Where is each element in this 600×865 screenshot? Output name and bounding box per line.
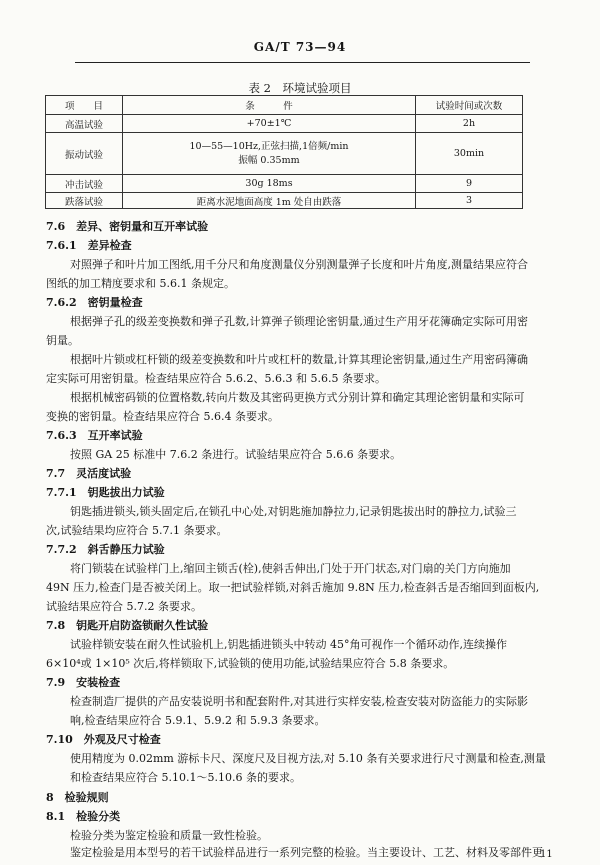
section-heading: 7.7 灵活度试验 <box>46 467 132 480</box>
section-heading: 8 检验规则 <box>46 791 109 804</box>
column-header: 项 目 <box>46 96 123 115</box>
table-cell: 振动试验 <box>46 133 123 175</box>
paragraph-line: 鉴定检验是用本型号的若干试验样品进行一系列完整的检验。当主要设计、工艺、材料及零部件更 <box>70 846 543 859</box>
page-number: 11 <box>540 849 553 860</box>
paragraph-line: 图纸的加工精度要求和 5.6.1 条规定。 <box>46 277 235 290</box>
condition-line: 振幅 0.35mm <box>238 154 300 166</box>
header-divider <box>75 62 530 63</box>
section-heading: 7.10 外观及尺寸检查 <box>46 733 161 746</box>
table-cell: 跌落试验 <box>46 193 123 209</box>
paragraph-line: 按照 GA 25 标准中 7.6.2 条进行。试验结果应符合 5.6.6 条要求。 <box>70 448 402 461</box>
paragraph-line: 检查制造厂提供的产品安装说明书和配套附件,对其进行实样安装,检查安装对防盗能力的实际影 <box>70 695 528 708</box>
paragraph-line: 根据叶片锁或杠杆锁的级差变换数和叶片或杠杆的数量,计算其理论密钥量,通过生产用密码簿确 <box>70 353 528 366</box>
column-header: 条 件 <box>123 96 416 115</box>
paragraph-line: 钥量。 <box>46 334 79 347</box>
table-row <box>46 115 523 133</box>
table-cell: +70±1℃ <box>123 115 416 133</box>
table-cell: 30min <box>416 133 523 175</box>
table-cell: 距离水泥地面高度 1m 处自由跌落 <box>123 193 416 209</box>
environment-test-table <box>45 95 523 209</box>
paragraph-line: 变换的密钥量。检查结果应符合 5.6.4 条要求。 <box>46 410 279 423</box>
table-cell: 9 <box>416 175 523 193</box>
table-cell: 冲击试验 <box>46 175 123 193</box>
section-heading: 7.7.1 钥匙拔出力试验 <box>46 486 165 499</box>
table-cell: 30g 18ms <box>123 175 416 193</box>
paragraph-line: 和检查结果应符合 5.10.1～5.10.6 条的要求。 <box>70 771 301 784</box>
table-header-row <box>46 96 523 115</box>
table-row <box>46 193 523 209</box>
paragraph-line: 钥匙插进锁头,锁头固定后,在锁孔中心处,对钥匙施加静拉力,记录钥匙拔出时的静拉力,试验三 <box>70 505 517 518</box>
table-caption: 表 2 环境试验项目 <box>248 81 352 95</box>
paragraph-line: 次,试验结果均应符合 5.7.1 条要求。 <box>46 524 228 537</box>
table-row <box>46 133 523 175</box>
table-row <box>46 175 523 193</box>
section-heading: 7.8 钥匙开启防盗锁耐久性试验 <box>46 619 209 632</box>
paragraph-line: 响,检查结果应符合 5.9.1、5.9.2 和 5.9.3 条要求。 <box>70 714 326 727</box>
paragraph-line: 49N 压力,检查门是否被关闭上。取一把试验样锁,对斜舌施加 9.8N 压力,检查斜舌是否缩回到面板内, <box>46 581 540 594</box>
paragraph-line: 根据弹子孔的级差变换数和弹子孔数,计算弹子锁理论密钥量,通过生产用牙花簿确定实际可用密 <box>70 315 528 328</box>
paragraph-line: 将门锁装在试验样门上,缩回主锁舌(栓),使斜舌伸出,门处于开门状态,对门扇的关门方向施加 <box>70 562 511 575</box>
column-header: 试验时间或次数 <box>416 96 523 115</box>
paragraph-line: 试验结果应符合 5.7.2 条要求。 <box>46 600 202 613</box>
paragraph-line: 检验分类为鉴定检验和质量一致性检验。 <box>70 829 268 842</box>
paragraph-line: 定实际可用密钥量。检查结果应符合 5.6.2、5.6.3 和 5.6.5 条要求。 <box>46 372 386 385</box>
section-heading: 7.7.2 斜舌静压力试验 <box>46 543 165 556</box>
section-heading: 7.6.2 密钥量检查 <box>46 296 143 309</box>
paragraph-line: 试验样锁安装在耐久性试验机上,钥匙插进锁头中转动 45°角可视作一个循环动作,连续操作 <box>70 638 507 651</box>
section-heading: 7.9 安装检查 <box>46 676 121 689</box>
table-cell: 3 <box>416 193 523 209</box>
paragraph-line: 使用精度为 0.02mm 游标卡尺、深度尺及目视方法,对 5.10 条有关要求进行尺寸测量和检查,测量 <box>70 752 546 765</box>
document-header: GA/T 73—94 <box>253 40 347 54</box>
section-heading: 8.1 检验分类 <box>46 810 121 823</box>
paragraph-line: 根据机械密码锁的位置格数,转向片数及其密码更换方式分别计算和确定其理论密钥量和实际可 <box>70 391 525 404</box>
section-heading: 7.6.1 差异检查 <box>46 239 132 252</box>
condition-line: 10—55—10Hz,正弦扫描,1倍频/min <box>189 140 349 152</box>
paragraph-line: 对照弹子和叶片加工图纸,用千分尺和角度测量仪分别测量弹子长度和叶片角度,测量结果应符合 <box>70 258 528 271</box>
paragraph-line: 6×10⁴或 1×10⁵ 次后,将样锁取下,试验锁的使用功能,试验结果应符合 5.8 条要求。 <box>46 657 455 670</box>
section-heading: 7.6 差异、密钥量和互开率试验 <box>46 220 209 233</box>
table-cell: 2h <box>416 115 523 133</box>
section-heading: 7.6.3 互开率试验 <box>46 429 143 442</box>
table-cell <box>123 133 416 175</box>
table-cell: 高温试验 <box>46 115 123 133</box>
